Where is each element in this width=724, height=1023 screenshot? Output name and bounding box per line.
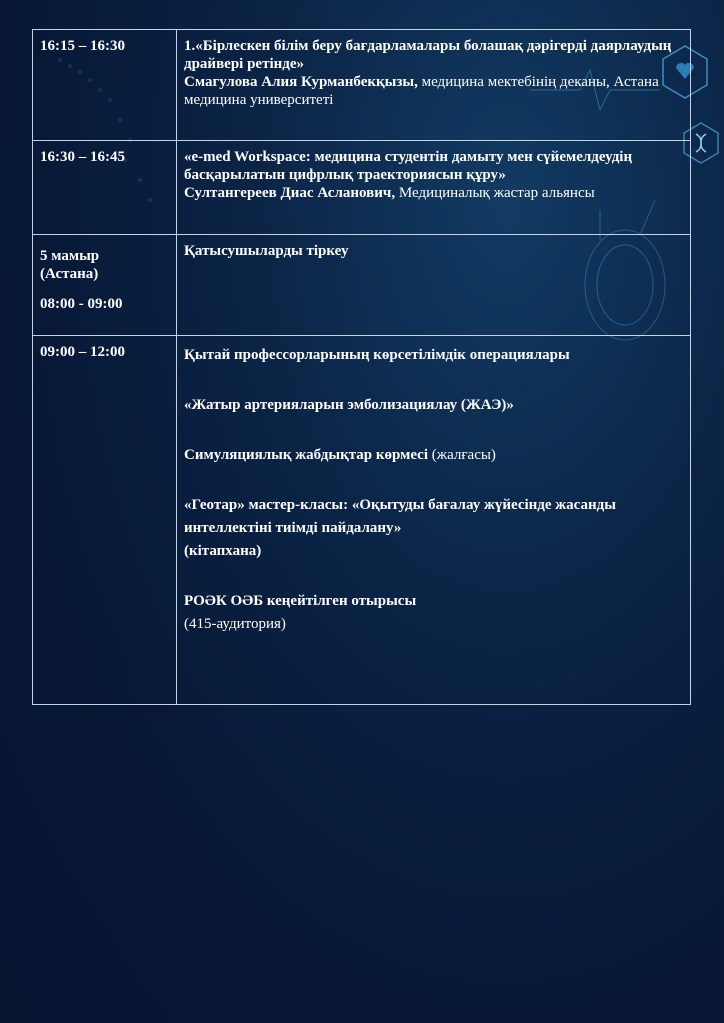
time-cell: 16:30 – 16:45 xyxy=(33,141,177,235)
program-item: Қытай профессорларының көрсетілімдік операциялары xyxy=(184,347,570,363)
session-title: «e-med Workspace: медицина студентін дамыту мен сүйемелдеудің басқарылатын цифрлық траекториясын құру» xyxy=(184,149,633,183)
schedule-table xyxy=(32,29,691,705)
time-cell: 16:15 – 16:30 xyxy=(33,30,177,141)
content-cell xyxy=(177,141,691,235)
speaker-role: медицина мектебінің деканы, Астана медицина университеті xyxy=(184,74,659,108)
program-item: «Жатыр артерияларын эмболизациялау (ЖАЭ)» xyxy=(184,397,514,413)
item-note: (жалғасы) xyxy=(428,447,496,463)
item-location: (кітапхана) xyxy=(184,543,262,559)
table-row xyxy=(33,141,691,235)
content-cell xyxy=(177,30,691,141)
program-item xyxy=(184,444,684,467)
speaker-name: Султангереев Диас Асланович, xyxy=(184,185,396,201)
content-cell xyxy=(177,336,691,705)
speaker-name: Смагулова Алия Курманбекқызы, xyxy=(184,74,418,90)
program-item: «Геотар» мастер-класы: «Оқытуды бағалау жүйесінде жасанды интеллектіні тиімді пайдалану» xyxy=(184,497,616,536)
content-cell xyxy=(177,235,691,336)
time-cell xyxy=(33,235,177,336)
program-item: РОӘК ОӘБ кеңейтілген отырысы xyxy=(184,593,417,609)
session-title: 1.«Бірлескен білім беру бағдарламалары болашақ дәрігерді даярлаудың драйвері ретінде» xyxy=(184,38,672,72)
date-label: 5 мамыр xyxy=(40,248,100,264)
item-bold: Симуляциялық жабдықтар көрмесі xyxy=(184,447,428,463)
table-row xyxy=(33,235,691,336)
table-row xyxy=(33,336,691,705)
speaker-role: Медициналық жастар альянсы xyxy=(395,185,595,201)
item-location: (415-аудитория) xyxy=(184,616,286,632)
time-cell: 09:00 – 12:00 xyxy=(33,336,177,705)
time-label: 08:00 - 09:00 xyxy=(40,296,123,312)
table-row xyxy=(33,30,691,141)
city-label: (Астана) xyxy=(40,266,99,282)
speaker-line xyxy=(184,184,684,202)
speaker-line xyxy=(184,73,684,109)
session-title: Қатысушыларды тіркеу xyxy=(184,243,349,259)
